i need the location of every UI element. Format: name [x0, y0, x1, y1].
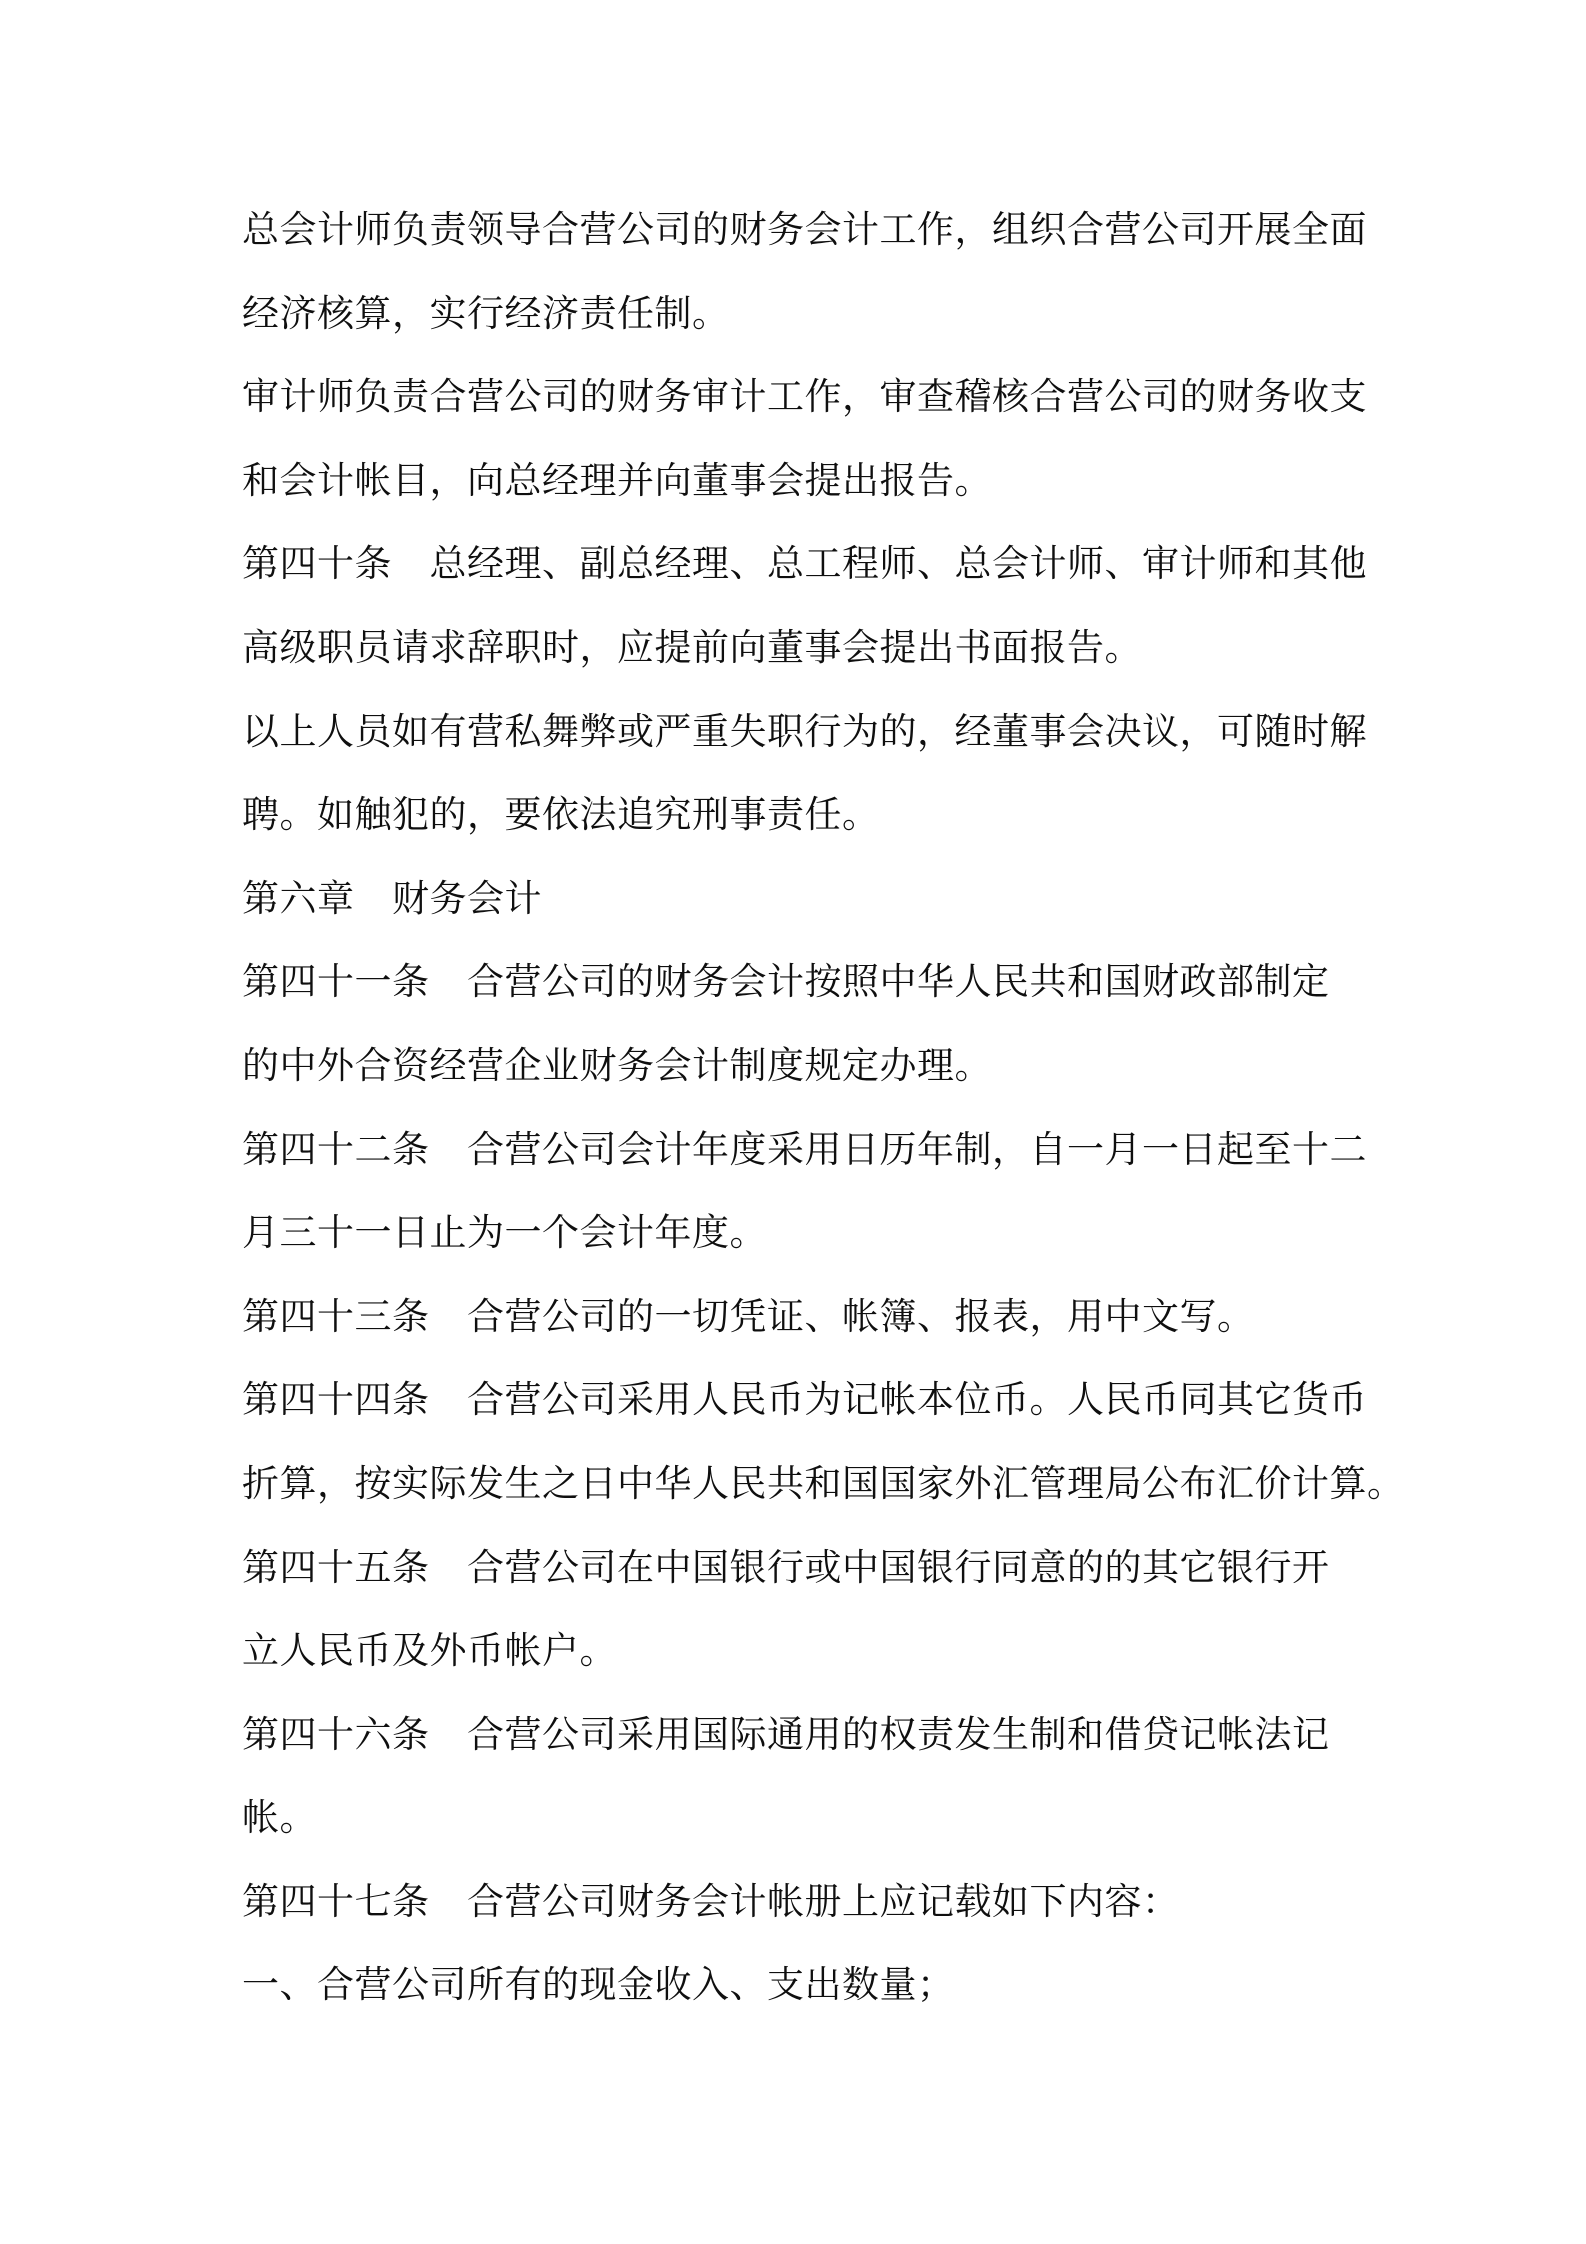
- paragraph-line: 经济核算，实行经济责任制。: [242, 291, 730, 335]
- paragraph-line: 高级职员请求辞职时，应提前向董事会提出书面报告。: [242, 625, 1142, 669]
- paragraph-line: 总会计师负责领导合营公司的财务会计工作，组织合营公司开展全面: [242, 208, 1367, 251]
- paragraph-line: 的中外合资经营企业财务会计制度规定办理。: [242, 1043, 992, 1087]
- paragraph-line: 和会计帐目，向总经理并向董事会提出报告。: [242, 458, 992, 502]
- paragraph-line: 以上人员如有营私舞弊或严重失职行为的，经董事会决议，可随时解: [242, 709, 1367, 753]
- paragraph-line: 审计师负责合营公司的财务审计工作，审查稽核合营公司的财务收支: [242, 375, 1367, 419]
- paragraph-line: 折算，按实际发生之日中华人民共和国国家外汇管理局公布汇价计算。: [242, 1461, 1405, 1505]
- list-item: 一、合营公司所有的现金收入、支出数量；: [242, 1963, 955, 2007]
- chapter-heading: 第六章 财务会计: [242, 876, 542, 920]
- article-43-line: 第四十三条 合营公司的一切凭证、帐簿、报表，用中文写。: [242, 1294, 1255, 1338]
- paragraph-line: 帐。: [242, 1796, 317, 1840]
- article-46-line: 第四十六条 合营公司采用国际通用的权责发生制和借贷记帐法记: [242, 1712, 1330, 1756]
- article-45-line: 第四十五条 合营公司在中国银行或中国银行同意的的其它银行开: [242, 1545, 1330, 1589]
- article-42-line: 第四十二条 合营公司会计年度采用日历年制，自一月一日起至十二: [242, 1127, 1367, 1171]
- paragraph-line: 月三十一日止为一个会计年度。: [242, 1211, 767, 1255]
- article-41-line: 第四十一条 合营公司的财务会计按照中华人民共和国财政部制定: [242, 960, 1330, 1004]
- article-40-line: 第四十条 总经理、副总经理、总工程师、总会计师、审计师和其他: [242, 542, 1367, 586]
- document-body: [242, 196, 1405, 2035]
- article-47-line: 第四十七条 合营公司财务会计帐册上应记载如下内容：: [242, 1879, 1180, 1923]
- article-44-line: 第四十四条 合营公司采用人民币为记帐本位币。人民币同其它货币: [242, 1378, 1367, 1422]
- paragraph-line: 聘。如触犯的，要依法追究刑事责任。: [242, 793, 880, 837]
- paragraph-line: 立人民币及外币帐户。: [242, 1629, 617, 1673]
